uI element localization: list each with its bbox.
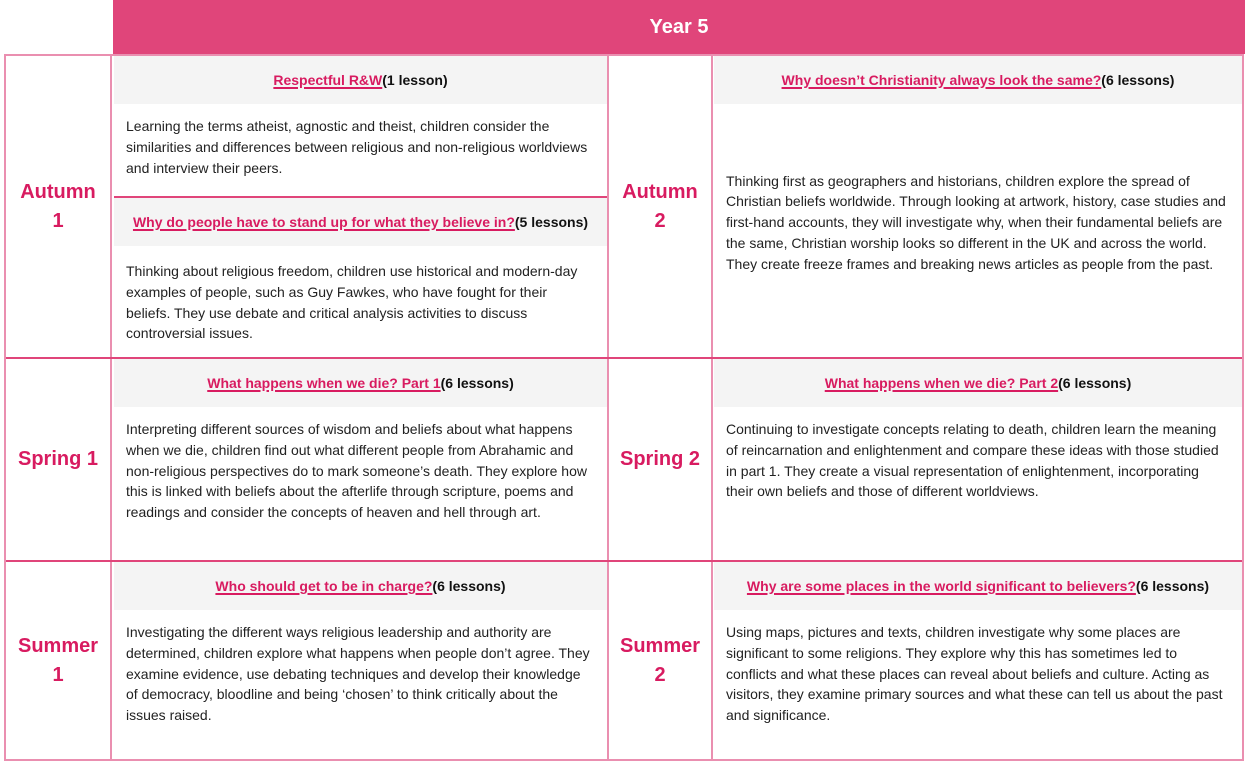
unit-cell-summer-2 (714, 562, 1242, 759)
year-title: Year 5 (649, 15, 709, 38)
lesson-count: (6 lessons) (1101, 72, 1175, 88)
unit-cell-spring-2 (714, 359, 1242, 560)
unit-link[interactable]: Why doesn’t Christianity always look the same? (781, 72, 1102, 88)
unit-description: Continuing to investigate concepts relating to death, children learn the meaning of reincarnation and enlightenment and compare these ideas with those studied in part 1. They create a visual representation of enlightenment, incorporating their own beliefs and those of different worldviews. (726, 421, 1219, 500)
lesson-count: (6 lessons) (440, 375, 514, 391)
unit-link[interactable]: Who should get to be in charge? (215, 578, 433, 594)
lesson-count: (1 lesson) (382, 72, 448, 88)
unit-title (714, 562, 1242, 610)
unit-description: Learning the terms atheist, agnostic and theist, children consider the similarities and differences between religious and non-religious worldviews and interview their peers. (126, 118, 588, 176)
unit-cell-autumn-2 (714, 56, 1242, 357)
unit-title (114, 198, 607, 246)
lesson-count: (6 lessons) (432, 578, 506, 594)
unit-title (114, 359, 607, 407)
term-label-spring-2: Spring 2 (607, 359, 713, 560)
unit-link[interactable]: Why are some places in the world significant to believers? (746, 578, 1136, 594)
unit-cell-spring-1 (114, 359, 607, 560)
unit-title (114, 56, 607, 104)
lesson-count: (6 lessons) (1058, 375, 1132, 391)
unit-link[interactable]: Why do people have to stand up for what they believe in? (132, 214, 515, 230)
term-label-autumn-2: Autumn 2 (607, 56, 713, 357)
lesson-count: (5 lessons) (514, 214, 589, 230)
unit-description: Investigating the different ways religious leadership and authority are determined, children explore what happens when people don’t agree. They examine evidence, use debating techniques and develop their knowledge of democracy, bloodline and being ‘chosen’ to think critically about the issues raised. (126, 624, 590, 724)
unit-link[interactable]: What happens when we die? Part 1 (207, 375, 441, 391)
term-label-summer-1: Summer 1 (6, 562, 112, 759)
unit-cell-summer-1 (114, 562, 607, 759)
unit-description: Using maps, pictures and texts, children investigate why some places are significant to some religions. They explore why this has sometimes led to conflicts and what these places can reveal about beliefs and culture. Acting as visitors, they examine primary sources and what these can tell us about the past and significance. (726, 624, 1223, 724)
unit-title (714, 359, 1242, 407)
term-label-summer-2: Summer 2 (607, 562, 713, 759)
unit-title (714, 56, 1242, 104)
unit-title (114, 562, 607, 610)
unit-description: Interpreting different sources of wisdom and beliefs about what happens when we die, children find out what different people from Abrahamic and non-religious perspectives do to mark someone’s death. They explore how this is linked with beliefs about the afterlife through scripture, poems and readings and consider the concepts of heaven and hell through art. (126, 421, 587, 521)
term-label-spring-1: Spring 1 (6, 359, 112, 560)
unit-link[interactable]: What happens when we die? Part 2 (824, 375, 1059, 391)
unit-description: Thinking about religious freedom, children use historical and modern-day examples of people, such as Guy Fawkes, who have fought for their beliefs. They use debate and critical analysis activities to discuss controversial issues. (126, 263, 578, 342)
unit-block (114, 196, 607, 357)
term-label-autumn-1: Autumn 1 (6, 56, 112, 357)
curriculum-table (4, 54, 1244, 761)
row-spring (6, 357, 1242, 560)
year-header (113, 0, 1245, 54)
lesson-count: (6 lessons) (1135, 578, 1210, 594)
unit-block (114, 56, 607, 196)
unit-description: Thinking first as geographers and historians, children explore the spread of Christian beliefs worldwide. Through looking at artwork, history, case studies and first-hand accounts, they will investigate why, when their fundamental beliefs are the same, Christian worship looks so different in the UK and across the world. They create freeze frames and breaking news articles as people from the past. (726, 172, 1226, 272)
unit-cell-autumn-1 (114, 56, 607, 357)
row-summer (6, 560, 1242, 759)
unit-link[interactable]: Respectful R&W (273, 72, 383, 88)
row-autumn (6, 56, 1242, 357)
